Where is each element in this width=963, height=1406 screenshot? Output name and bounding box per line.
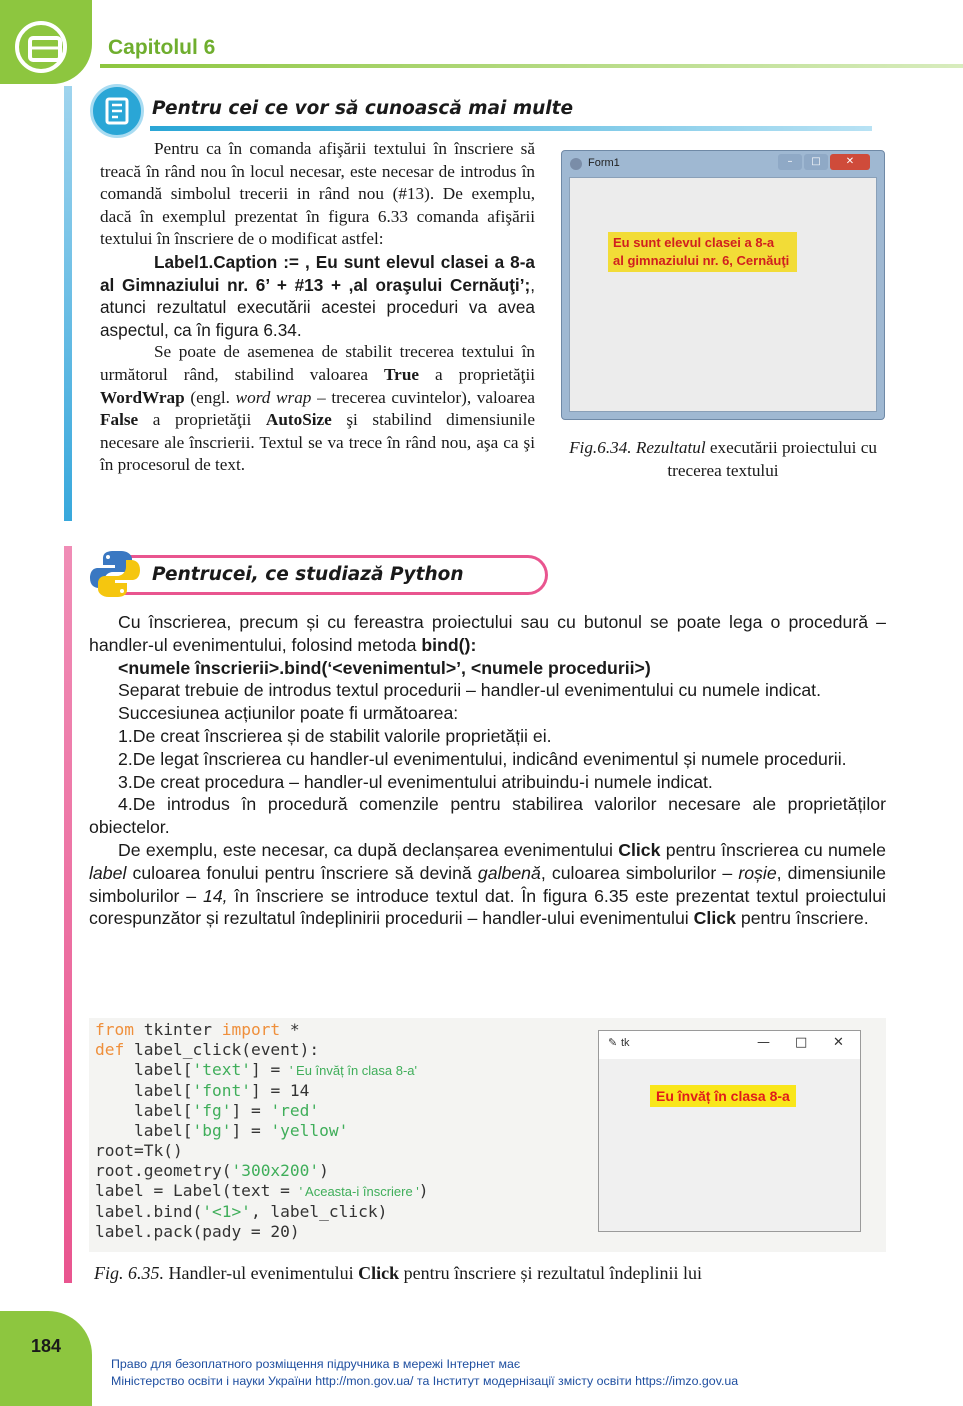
info-book-icon: [90, 84, 144, 138]
tk-label: Eu învăț în clasa 8-a: [650, 1085, 796, 1107]
window-title: tk: [621, 1037, 630, 1049]
figure-caption: Fig. 6.35. Handler-ul evenimentului Click pentru înscriere și rezultatul îndeplinii lui: [94, 1263, 703, 1283]
section1-text: [100, 138, 535, 477]
syntax-line: <numele înscrierii>.bind(‘<evenimentul>’, <numele procedurii>): [118, 657, 651, 678]
tk-window-screenshot: [598, 1030, 861, 1232]
form-label: Eu sunt elevul clasei a 8-a al gimnaziului nr. 6, Cernăuţi: [608, 232, 797, 272]
computer-chapter-icon: [14, 20, 68, 74]
paragraph: Separat trebuie de introdus textul procedurii – handler-ul evenimentului cu numele indicat.: [118, 680, 822, 701]
page-number: 184: [30, 1336, 62, 1356]
paragraph: De exemplu, este necesar, ca după declanșarea evenimentului Click pentru înscrierea cu numele label culoarea fonului pentru înscriere să devină galbenă, culoarea simbolurilor – roșie, dimensiunile simbolurilor – 14, în înscriere se introduce textul dat. În figura 6.35 este prezentat textul proiectului corespunzător și rezultatul îndeplinirii procedurii – handler-ului evenimentului Click pentru înscriere.: [89, 839, 886, 929]
list-item: 3.De creat procedura – handler-ul evenimentului atribuindu-i numele indicat.: [118, 771, 713, 792]
form-client-area: [569, 177, 877, 412]
close-icon: ✕: [830, 154, 870, 170]
list-item: 4.De introdus în procedură comenzile pentru stabilirea valorilor necesare ale proprietăților obiectelor.: [89, 794, 886, 838]
paragraph: Label1.Caption := , Eu sunt elevul clasei a 8-a al Gimnaziului nr. 6’ + #13 + ,al oraşului Cernăuţi’;, atunci rezultatul executării acestei proceduri va avea aspectul, ca în figura 6.34.: [100, 251, 535, 340]
minimize-icon: —: [757, 1035, 770, 1050]
section1-title: Pentru cei ce vor să cunoască mai multe: [152, 98, 574, 119]
python-code: from tkinter import * def label_click(event): label['text'] = ' Eu învăț în clasa 8-a' label['font'] = 14 label['fg'] = 'red' label['bg'] = 'yellow' root=Tk() root.geometry('300x200') label = Label(text = ' Aceasta-i înscriere ') label.bind('<1>', label_click) label.pack(pady = 20): [95, 1020, 429, 1241]
window-titlebar: [599, 1031, 860, 1059]
close-icon: ✕: [833, 1035, 844, 1050]
pascal-code: Label1.Caption := , Eu sunt elevul clasei a 8-a al Gimnaziului nr. 6’ + #13 + ,al oraşului Cernăuţi’;: [100, 251, 535, 295]
paragraph: Pentru ca în comanda afişării textului în înscriere să treacă în rând nou în locul necesar, este necesar de introdus în comandă simbolul trecerii in rând nou (#13). De exemplu, dacă în exemplul prezentat în figura 6.33 comanda afişării textului în înscriere de o modificat astfel:: [100, 139, 535, 249]
maximize-icon: □: [804, 154, 828, 170]
window-title: Form1: [588, 157, 620, 169]
section2-title: Pentrucei, ce studiază Python: [152, 564, 464, 585]
section1-side-bar: [64, 86, 72, 521]
python-logo-icon: [88, 548, 142, 600]
header-rule: [100, 64, 963, 68]
footer-notice: Право для безоплатного розміщення підручника в мережі Інтернет має Міністерство освіти і науки України http://mon.gov.ua/ та Інститут модернізації змісту освіти https://imzo.gov.ua: [111, 1357, 739, 1388]
list-item: 1.De creat înscrierea și de stabilit valorile proprietății ei.: [118, 725, 552, 746]
feather-icon: ✎: [608, 1037, 618, 1049]
maximize-icon: □: [795, 1035, 808, 1050]
section2-text: [89, 611, 886, 930]
paragraph: Cu înscrierea, precum și cu fereastra proiectului sau cu butonul se poate lega o procedură – handler-ul evenimentului, folosind metoda bind():: [89, 612, 886, 655]
paragraph: Succesiunea acțiunilor poate fi următoarea:: [118, 703, 459, 724]
chapter-title: Capitolul 6: [108, 36, 216, 59]
page-number-tab: [0, 1311, 92, 1406]
section1-title-underline: [150, 126, 872, 131]
minimize-icon: –: [778, 154, 802, 170]
paragraph: Se poate de asemenea de stabilit trecerea textului în următorul rând, stabilind valoarea True a proprietăţii WordWrap (engl. word wrap – trecerea cuvintelor), valoarea False a proprietăţii AutoSize şi stabilind dimensiunile necesare ale înscrierii. Textul se va trece în rând nou, aşa ca şi în procesorul de text.: [100, 342, 535, 475]
section2-side-bar: [64, 546, 72, 1283]
form1-window-screenshot: [561, 150, 885, 420]
list-item: 2.De legat înscrierea cu handler-ul evenimentului, indicând evenimentul și numele procedurii.: [118, 748, 847, 769]
figure-caption: Fig.6.34. Rezultatul executării proiectului cu trecerea textului: [569, 438, 877, 480]
app-icon: [570, 158, 582, 170]
